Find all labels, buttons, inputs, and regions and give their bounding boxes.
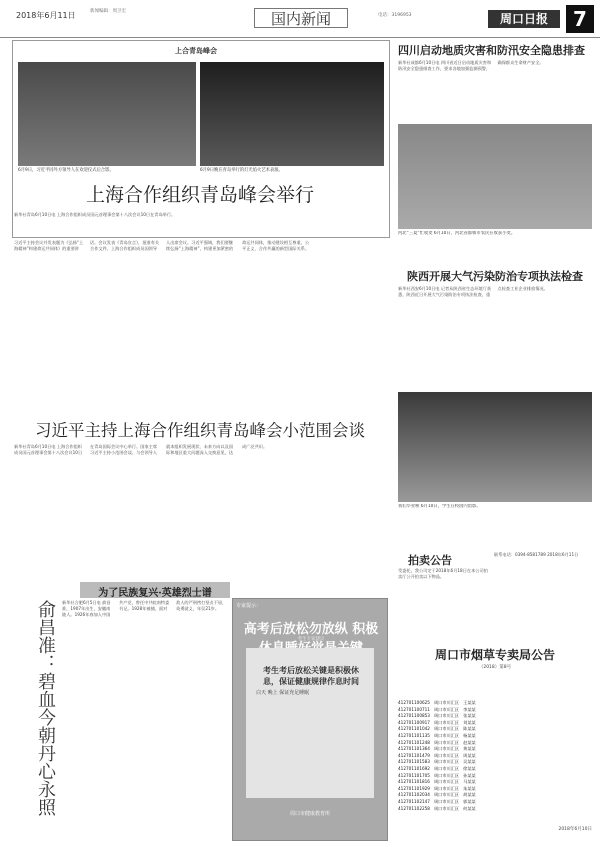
- ad-sponsor: 周口市健康教育所: [289, 811, 330, 817]
- right-headline: 四川启动地质灾害和防汛安全隐患排查: [398, 44, 585, 57]
- table-cell: 412701101705: [398, 772, 430, 778]
- photo-caption: 我们毕业啦 6月10日，学生在校园内留影。: [398, 504, 481, 509]
- table-row: [398, 806, 592, 813]
- table-cell: 周口市川汇区: [433, 700, 460, 705]
- table-cell: 412701102034: [398, 792, 430, 798]
- table-cell: 何某某: [463, 805, 476, 811]
- table-cell: 刘某某: [463, 719, 476, 725]
- table-row: [398, 740, 592, 747]
- notice-number: （2018）第8号: [478, 665, 512, 670]
- table-row: [398, 720, 592, 727]
- right-headline: 陕西开展大气污染防治专项执法检查: [407, 270, 583, 283]
- table-cell: 412701101929: [398, 785, 430, 791]
- story-tag: 上合青岛峰会: [175, 47, 217, 55]
- ad-text: 白天 晚上 保证充足睡眠: [256, 690, 310, 696]
- table-cell: 郭某某: [463, 798, 476, 804]
- photo-caption: 河北“三夏”忙收麦 6月10日，河北省邯郸市农民在收获小麦。: [398, 231, 516, 236]
- table-cell: 412701101364: [398, 746, 430, 752]
- lead-paragraph: 新华社青岛6月10日电 上海合作组织成员国元首理事会第十八次会议10日在青岛举行。: [14, 212, 176, 217]
- table-row: [398, 700, 592, 707]
- table-cell: 412701101042: [398, 726, 430, 732]
- table-cell: 周口市川汇区: [433, 805, 460, 811]
- photo-caption: 6月9日，习近平同外方领导人在欢迎仪式后合影。: [18, 168, 114, 173]
- table-row: [398, 786, 592, 793]
- table-cell: 孙某某: [463, 772, 476, 778]
- article-body: 习近平主持会议并发表题为《弘扬“上海精神”构建命运共同体》的重要讲话。会议发表《青岛宣言》，批准有关合作文件。上海合作组织成员国领导人出席会议。习近平强调，我们要继续弘扬“上海精神”，构建更加紧密的命运共同体，推动建设相互尊重、公平正义、合作共赢的新型国际关系。: [14, 240, 310, 251]
- table-cell: 马某某: [463, 779, 476, 785]
- table-cell: 李某某: [463, 706, 476, 712]
- newspaper-logo: 周口日报: [488, 10, 560, 28]
- table-row: [398, 707, 592, 714]
- article-body: 新华社西安6月10日电 记者从陕西省生态环境厅获悉，陕西近日开展大气污染防治专项执法检查，重点检查工业企业排放情况。: [398, 286, 548, 297]
- table-cell: 412701101816: [398, 779, 430, 785]
- table-cell: 412701100917: [398, 719, 430, 725]
- contact-info: 电话：3196953: [378, 13, 412, 18]
- table-row: [398, 773, 592, 780]
- license-table: [398, 700, 592, 826]
- fireworks-photo: [200, 62, 384, 166]
- hero-vertical-title: 俞昌准：碧血今朝丹心永照: [35, 600, 56, 816]
- table-row: [398, 733, 592, 740]
- table-row: [398, 726, 592, 733]
- page-number: 7: [566, 5, 594, 33]
- table-cell: 张某某: [463, 713, 476, 719]
- auction-body: 受委托，我公司定于2018年6月18日在本公司拍卖厅公开拍卖以下物品。: [398, 568, 488, 579]
- table-cell: 周口市川汇区: [433, 746, 460, 752]
- notice-date: 2018年6月10日: [558, 827, 592, 832]
- table-row: [398, 799, 592, 806]
- article-body: 新华社成都6月10日电 四川省近日启动地质灾害和防汛安全隐患排查工作，要求各地加强监测预警，确保群众生命财产安全。: [398, 60, 544, 71]
- table-cell: 412701101479: [398, 752, 430, 758]
- article-body: 新华社合肥6月5日电 俞昌准，1907年出生，安徽南陵人。1926年春加入中国共产党，曾任中共皖南特委书记。1928年被捕，面对敌人的严刑拷打坚贞不屈，英勇就义，年仅21岁。: [62, 600, 227, 617]
- table-cell: 周口市川汇区: [433, 779, 460, 785]
- photo-caption: 6月9日晚在青岛举行的灯光焰火艺术表演。: [200, 168, 283, 173]
- ad-label: 专家提示：: [236, 603, 262, 609]
- table-cell: 周口市川汇区: [433, 713, 460, 719]
- table-cell: 吴某某: [463, 759, 476, 765]
- table-row: [398, 792, 592, 799]
- table-cell: 412701101583: [398, 759, 430, 765]
- ad-subtitle: 考生专家建议: [297, 637, 325, 642]
- table-row: [398, 759, 592, 766]
- table-cell: 周口市川汇区: [433, 739, 460, 745]
- table-cell: 杨某某: [463, 732, 476, 738]
- graduation-photo: [398, 392, 592, 502]
- table-cell: 周口市川汇区: [433, 719, 460, 725]
- auction-contact: 联系电话：0394-8581789 2018年6月11日: [494, 552, 579, 557]
- table-cell: 周口市川汇区: [433, 732, 460, 738]
- second-headline: 习近平主持上海合作组织青岛峰会小范围会谈: [35, 421, 365, 440]
- main-headline: 上海合作组织青岛峰会举行: [85, 184, 314, 206]
- table-cell: 412701102258: [398, 805, 430, 811]
- table-cell: 黄某某: [463, 746, 476, 752]
- table-cell: 朱某某: [463, 785, 476, 791]
- table-row: [398, 713, 592, 720]
- table-row: [398, 779, 592, 786]
- table-cell: 412701101248: [398, 739, 430, 745]
- table-cell: 赵某某: [463, 739, 476, 745]
- table-cell: 412701101135: [398, 732, 430, 738]
- table-cell: 周某某: [463, 752, 476, 758]
- group-photo: [18, 62, 196, 166]
- notice-title: 周口市烟草专卖局公告: [434, 648, 555, 662]
- table-cell: 王某某: [463, 700, 476, 705]
- table-cell: 周口市川汇区: [433, 772, 460, 778]
- table-cell: 412701102147: [398, 798, 430, 804]
- table-cell: 周口市川汇区: [433, 792, 460, 798]
- table-cell: 胡某某: [463, 792, 476, 798]
- section-title: 国内新闻: [254, 8, 348, 28]
- harvest-photo: [398, 124, 592, 229]
- editor-info: 新闻编辑：周卫宏: [90, 9, 126, 14]
- table-cell: 412701100853: [398, 713, 430, 719]
- table-cell: 周口市川汇区: [433, 759, 460, 765]
- ad-title: 高考后放松勿放纵 积极: [243, 622, 379, 637]
- table-row: [398, 746, 592, 753]
- table-cell: 陈某某: [463, 726, 476, 732]
- table-row: [398, 753, 592, 760]
- article-body: 新华社青岛6月10日电 上海合作组织成员国元首理事会第十八次会议10日在青岛国际会议中心举行。国家主席习近平主持小范围会谈。与会领导人就本组织发展现状、未来方向以及国际和地区重大问题深入交换意见，达成广泛共识。: [14, 444, 268, 455]
- table-cell: 周口市川汇区: [433, 726, 460, 732]
- table-cell: 412701100711: [398, 706, 430, 712]
- table-row: [398, 766, 592, 773]
- auction-title: 拍卖公告: [408, 554, 452, 567]
- table-cell: 周口市川汇区: [433, 765, 460, 771]
- table-cell: 412701100625: [398, 700, 430, 705]
- issue-date: 2018年6月11日: [16, 11, 76, 20]
- table-cell: 周口市川汇区: [433, 798, 460, 804]
- ad-headline: 考生考后放松关键是积极休息，保证健康规律作息时间: [263, 666, 359, 686]
- table-cell: 周口市川汇区: [433, 785, 460, 791]
- table-cell: 412701101692: [398, 765, 430, 771]
- table-cell: 周口市川汇区: [433, 752, 460, 758]
- table-cell: 徐某某: [463, 765, 476, 771]
- series-title: 为了民族复兴·英雄烈士谱: [98, 588, 212, 599]
- table-cell: 周口市川汇区: [433, 706, 460, 712]
